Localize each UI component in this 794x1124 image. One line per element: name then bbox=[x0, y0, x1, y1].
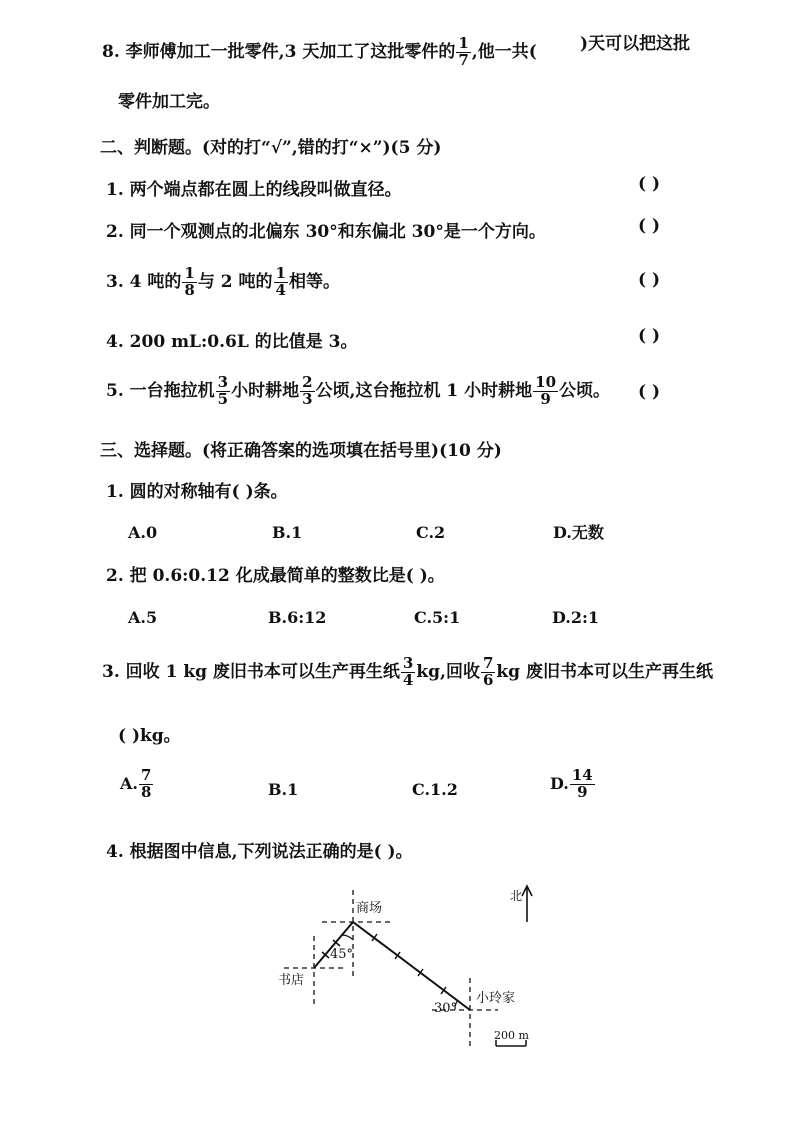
fraction: $\frac{3}{5}$ bbox=[217, 373, 229, 408]
judge-answer-blank-5[interactable]: ( ) bbox=[638, 382, 661, 402]
choice-q2-option-d[interactable]: D.2:1 bbox=[552, 608, 600, 627]
scale-label: 200 m bbox=[494, 1029, 529, 1042]
fraction: $\frac{14}{9}$ bbox=[571, 766, 593, 801]
angle-30-label: 30° bbox=[434, 1001, 458, 1016]
q8-line2: 零件加工完。 bbox=[118, 92, 220, 112]
choice-q3-option-c[interactable]: C.1.2 bbox=[412, 780, 458, 799]
judge-answer-blank-2[interactable]: ( ) bbox=[638, 216, 661, 236]
judge-answer-blank-3[interactable]: ( ) bbox=[638, 270, 661, 290]
north-label: 北 bbox=[510, 889, 523, 903]
judge-item-4: 4. 200 mL:0.6L 的比值是 3。 bbox=[106, 332, 358, 352]
judge-item-2: 2. 同一个观测点的北偏东 30°和东偏北 30°是一个方向。 bbox=[106, 222, 546, 242]
choice-q2-option-a[interactable]: A.5 bbox=[128, 608, 158, 627]
choice-q3-option-d[interactable]: D. $\frac{14}{9}$ bbox=[550, 766, 593, 801]
judge-item-3: 3. 4 吨的 $\frac{1}{8}$ 与 2 吨的 $\frac{1}{4}$ 相等。 bbox=[106, 264, 340, 299]
judge-item-5: 5. 一台拖拉机 $\frac{3}{5}$ 小时耕地 $\frac{2}{3}$ 公顷,这台拖拉机 1 小时耕地 $\frac{10}{9}$ 公顷。 bbox=[106, 373, 611, 408]
choice-q4-stem: 4. 根据图中信息,下列说法正确的是( )。 bbox=[106, 842, 413, 862]
section2-title: 二、判断题。(对的打“√”,错的打“×”)(5 分) bbox=[100, 138, 442, 158]
q8-fraction: $\frac{1}{7}$ bbox=[458, 34, 469, 69]
mall-label: 商场 bbox=[356, 901, 383, 916]
judge-answer-blank-4[interactable]: ( ) bbox=[638, 326, 661, 346]
q8-line1 bbox=[102, 36, 537, 69]
choice-q3-line2: ( )kg。 bbox=[118, 726, 181, 746]
section3-title: 三、选择题。(将正确答案的选项填在括号里)(10 分) bbox=[100, 441, 502, 461]
choice-q2-option-c[interactable]: C.5:1 bbox=[414, 608, 461, 627]
choice-q2-stem: 2. 把 0.6:0.12 化成最简单的整数比是( )。 bbox=[106, 566, 445, 586]
judge-item-1: 1. 两个端点都在圆上的线段叫做直径。 bbox=[106, 180, 402, 200]
choice-q3-line1: 3. 回收 1 kg 废旧书本可以生产再生纸 $\frac{3}{4}$ kg,回收 $\frac{7}{6}$ kg 废旧书本可以生产再生纸 bbox=[102, 654, 713, 689]
q8-text-b: ,他一共( bbox=[471, 41, 537, 62]
q8-text-a: 8. 李师傅加工一批零件,3 天加工了这批零件的 bbox=[102, 41, 456, 62]
fraction: $\frac{1}{4}$ bbox=[275, 264, 286, 299]
choice-q1-option-b[interactable]: B.1 bbox=[272, 523, 303, 542]
home-label: 小玲家 bbox=[476, 991, 516, 1006]
q8-text-c: )天可以把这批 bbox=[580, 34, 691, 54]
fraction: $\frac{3}{4}$ bbox=[402, 654, 414, 689]
choice-q3-option-b[interactable]: B.1 bbox=[268, 780, 299, 799]
choice-q1-stem: 1. 圆的对称轴有( )条。 bbox=[106, 482, 288, 502]
choice-q2-option-b[interactable]: B.6:12 bbox=[268, 608, 327, 627]
fraction: $\frac{7}{8}$ bbox=[140, 766, 152, 801]
fraction: $\frac{2}{3}$ bbox=[302, 373, 313, 408]
choice-q1-option-d[interactable]: D.无数 bbox=[553, 523, 604, 542]
choice-q3-option-a[interactable]: A. $\frac{7}{8}$ bbox=[120, 766, 152, 801]
angle-45-label: 45° bbox=[330, 947, 354, 962]
fraction: $\frac{1}{8}$ bbox=[184, 264, 195, 299]
fraction: $\frac{10}{9}$ bbox=[535, 373, 557, 408]
judge-answer-blank-1[interactable]: ( ) bbox=[638, 174, 661, 194]
choice-q1-option-c[interactable]: C.2 bbox=[416, 523, 446, 542]
bookstore-label: 书店 bbox=[278, 973, 305, 988]
choice-q1-option-a[interactable]: A.0 bbox=[128, 523, 158, 542]
fraction: $\frac{7}{6}$ bbox=[482, 654, 494, 689]
